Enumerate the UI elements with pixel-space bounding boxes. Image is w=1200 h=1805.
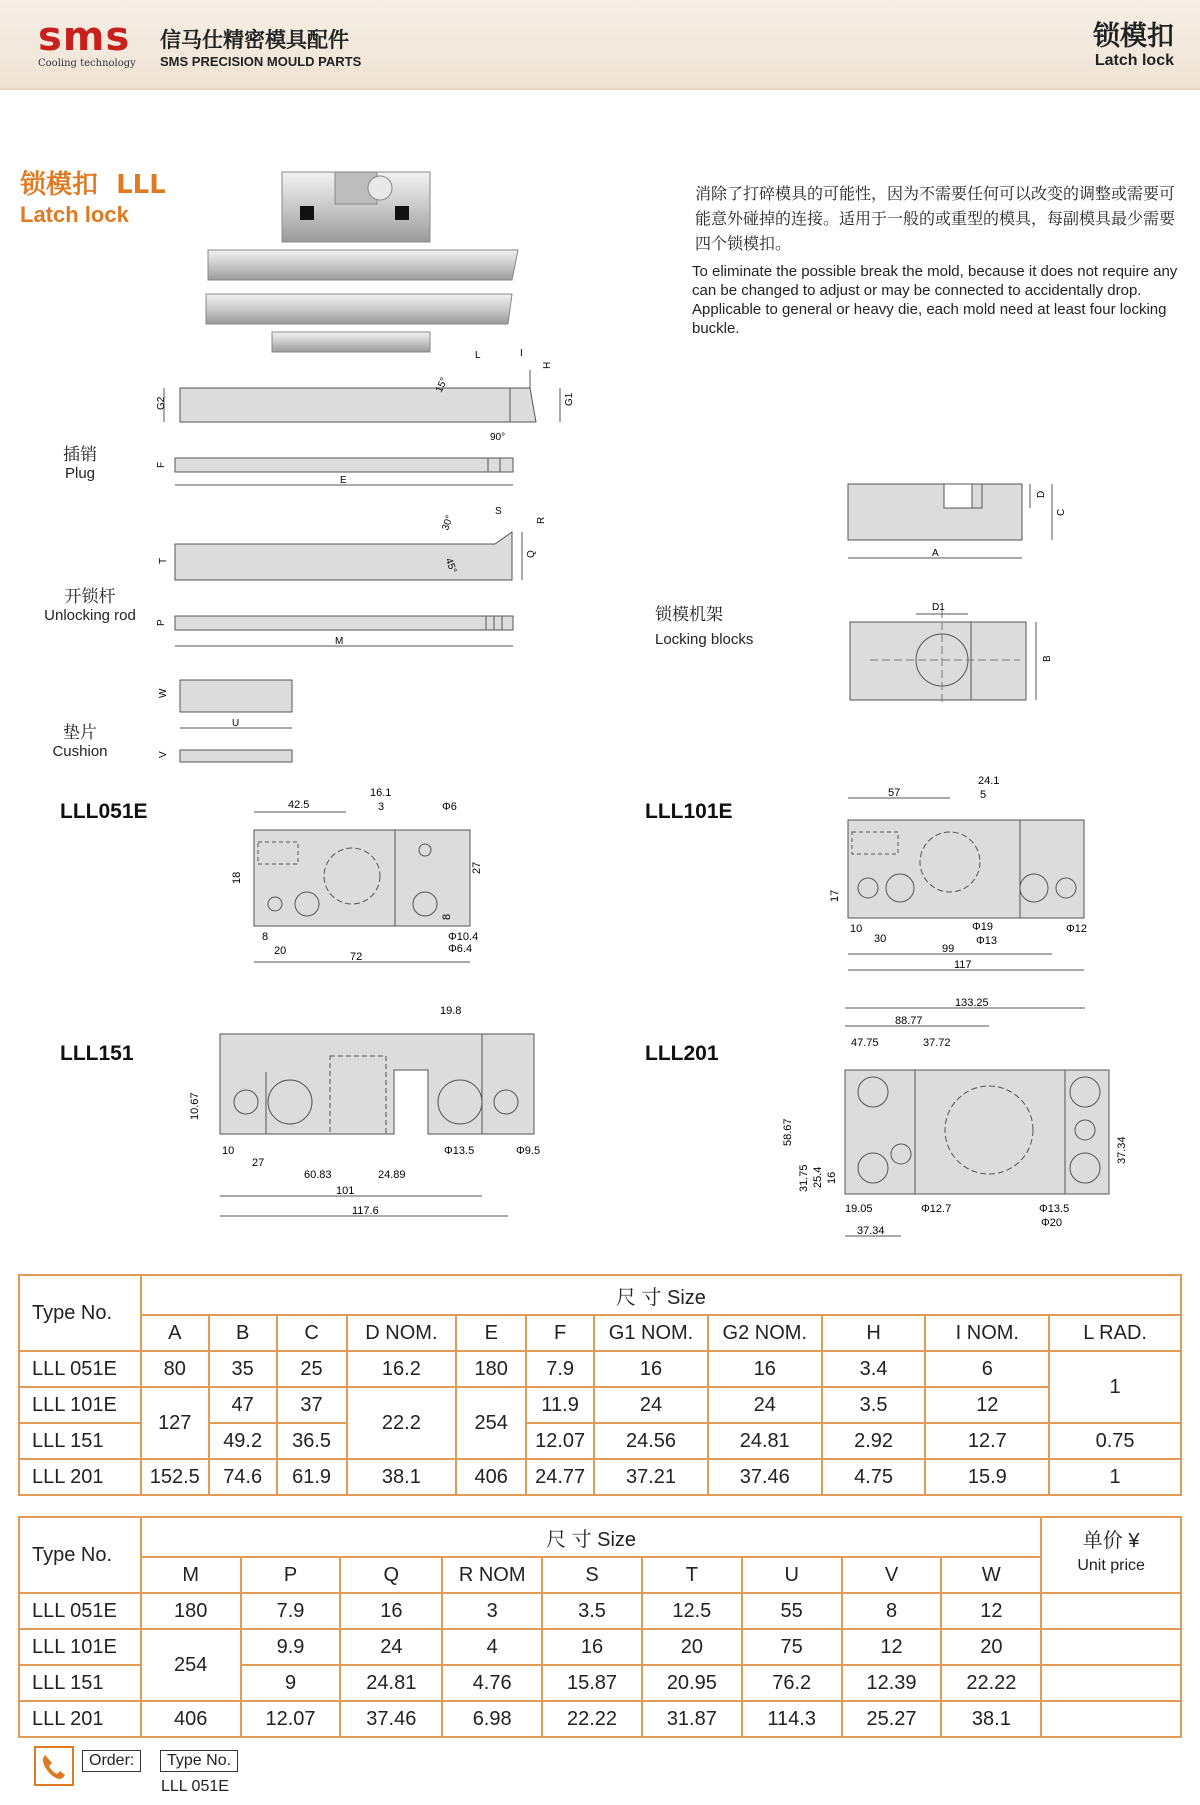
spec-table-2: [18, 1516, 1182, 1738]
table-cell: 406: [141, 1701, 241, 1737]
dim-label: 37.34: [857, 1225, 885, 1237]
unit-price-cn: 单价 ¥: [1082, 1530, 1140, 1552]
dim-label: 117: [954, 959, 972, 971]
dim-label: 27: [252, 1157, 265, 1169]
dim-label: E: [340, 475, 347, 486]
table-cell: 9.9: [241, 1629, 341, 1665]
locking-blocks-drawing: [840, 470, 1080, 720]
dim-label: 10: [222, 1145, 235, 1157]
company-name-en: SMS PRECISION MOULD PARTS: [160, 54, 362, 69]
table-cell: 75: [742, 1629, 842, 1665]
col-header: T: [642, 1557, 742, 1593]
table-cell: 12: [925, 1387, 1049, 1423]
dim-label: 30: [874, 933, 887, 945]
dim-label: 101: [336, 1185, 355, 1197]
table-cell: 16: [708, 1351, 822, 1387]
order-example: LLL 051E: [161, 1778, 229, 1795]
dim-label: 19.8: [440, 1005, 462, 1017]
table-cell: 2.92: [822, 1423, 926, 1459]
table-cell: 8: [842, 1593, 942, 1629]
dim-label: 133.25: [955, 997, 989, 1009]
table-cell: 180: [141, 1593, 241, 1629]
type-cell: LLL 051E: [19, 1593, 141, 1629]
dim-label: D: [1036, 490, 1047, 498]
dim-label: 57: [888, 787, 901, 799]
type-cell: LLL 201: [19, 1701, 141, 1737]
table-cell: 12: [842, 1629, 942, 1665]
price-cell: [1041, 1665, 1181, 1701]
table-cell: 20: [642, 1629, 742, 1665]
blocks-label-cn: 锁模机架: [655, 605, 723, 625]
dim-label: 19.05: [845, 1203, 873, 1215]
dim-label: T: [158, 557, 169, 564]
plug-drawing: [150, 340, 590, 490]
table-cell: 4.75: [822, 1459, 926, 1495]
dim-label: W: [158, 688, 169, 698]
blocks-label-en: Locking blocks: [655, 631, 754, 648]
table-cell: 3.4: [822, 1351, 926, 1387]
rod-label-en: Unlocking rod: [44, 607, 136, 624]
dim-label: Φ6.4: [448, 943, 473, 955]
size-header: 尺 寸 Size: [141, 1517, 1041, 1557]
table-cell: 6.98: [442, 1701, 542, 1737]
col-header: G1 NOM.: [594, 1315, 708, 1351]
type-header: Type No.: [19, 1275, 141, 1351]
table-cell: 254: [141, 1629, 241, 1701]
table-cell: 12.39: [842, 1665, 942, 1701]
table-cell: 55: [742, 1593, 842, 1629]
description-en: To eliminate the possible break the mold, because it does not require any can be changed to adjust or may be connected to accidentally drop. Applicable to general or heavy die, each mold need at least four locking buckle.: [692, 263, 1178, 337]
table-cell: 22.2: [347, 1387, 457, 1459]
type-cell: LLL 101E: [19, 1387, 141, 1423]
dim-label: G1: [564, 392, 575, 406]
table-cell: 24: [594, 1387, 708, 1423]
dim-label: 31.75: [798, 1164, 810, 1192]
unit-price-en: Unit price: [1077, 1557, 1145, 1574]
col-header: R NOM: [442, 1557, 542, 1593]
dim-label: Φ12: [1066, 923, 1088, 935]
table-cell: 4.76: [442, 1665, 542, 1701]
table-cell: 16.2: [347, 1351, 457, 1387]
dim-label: 37.34: [1116, 1136, 1128, 1164]
dim-label: Φ19: [972, 921, 994, 933]
plug-label-cn: 插销: [63, 445, 97, 465]
plug-label-en: Plug: [64, 465, 96, 482]
spec-table-1: [18, 1274, 1182, 1496]
dim-label: Q: [526, 550, 537, 558]
dim-label: 16: [826, 1171, 838, 1184]
dim-label: H: [542, 361, 553, 369]
dim-label: 88.77: [895, 1015, 923, 1027]
col-header: S: [542, 1557, 642, 1593]
col-header: H: [822, 1315, 926, 1351]
dim-label: 20: [274, 945, 287, 957]
dim-label: S: [495, 506, 502, 517]
col-header: A: [141, 1315, 209, 1351]
dim-label: V: [158, 751, 169, 758]
dim-label: 58.67: [782, 1118, 794, 1146]
table-cell: 114.3: [742, 1701, 842, 1737]
table-cell: 22.22: [941, 1665, 1041, 1701]
table-cell: 15.87: [542, 1665, 642, 1701]
table-cell: 24: [708, 1387, 822, 1423]
table-row: [19, 1593, 1181, 1629]
col-header: L RAD.: [1049, 1315, 1181, 1351]
description-cn: 消除了打碎模具的可能性，因为不需要任何可以改变的调整或需要可能意外碰掉的连接。适用于一般的或重型的模具，每副模具最少需要四个锁模扣。: [695, 184, 1176, 253]
col-header: W: [941, 1557, 1041, 1593]
table-cell: 38.1: [347, 1459, 457, 1495]
table-cell: 406: [456, 1459, 526, 1495]
table-cell: 24.81: [708, 1423, 822, 1459]
dim-label: Φ10.4: [448, 931, 479, 943]
table-cell: 31.87: [642, 1701, 742, 1737]
dim-label: 90°: [490, 432, 506, 443]
dim-label: 8: [262, 931, 269, 943]
dim-label: Φ13.5: [1039, 1203, 1070, 1215]
table-cell: 24: [340, 1629, 442, 1665]
table-cell: 25.27: [842, 1701, 942, 1737]
dim-label: 5: [980, 789, 987, 801]
table-cell: 20.95: [642, 1665, 742, 1701]
dim-label: 8: [441, 913, 453, 920]
rod-label-cn: 开锁杆: [64, 587, 116, 607]
cushion-label-en: Cushion: [52, 743, 108, 760]
table-cell: 74.6: [209, 1459, 277, 1495]
dim-label: 27: [471, 861, 483, 874]
product-photo: [200, 166, 530, 356]
table-cell: 3.5: [542, 1593, 642, 1629]
col-header: E: [456, 1315, 526, 1351]
phone-icon: [34, 1746, 74, 1786]
dim-label: 117.6: [352, 1205, 379, 1217]
model-title-lll201: LLL201: [645, 1042, 719, 1065]
table-cell: 152.5: [141, 1459, 209, 1495]
dim-label: P: [156, 619, 167, 626]
dim-label: 3: [378, 801, 385, 813]
type-cell: LLL 101E: [19, 1629, 141, 1665]
table-cell: 1: [1049, 1351, 1181, 1423]
type-cell: LLL 151: [19, 1423, 141, 1459]
dim-label: 10.67: [189, 1092, 201, 1120]
type-cell: LLL 051E: [19, 1351, 141, 1387]
dim-label: 10: [850, 923, 863, 935]
col-header: C: [277, 1315, 347, 1351]
table-cell: 4: [442, 1629, 542, 1665]
table-cell: 7.9: [241, 1593, 341, 1629]
table-cell: 3.5: [822, 1387, 926, 1423]
col-header: I NOM.: [925, 1315, 1049, 1351]
dim-label: L: [475, 350, 481, 361]
table-row: [19, 1701, 1181, 1737]
table-cell: 12: [941, 1593, 1041, 1629]
dim-label: 30°: [440, 514, 456, 533]
table-cell: 37.46: [340, 1701, 442, 1737]
dim-label: G2: [156, 396, 167, 410]
price-cell: [1041, 1701, 1181, 1737]
price-cell: [1041, 1629, 1181, 1665]
col-header: V: [842, 1557, 942, 1593]
unlocking-rod-drawing: [150, 500, 590, 650]
price-cell: [1041, 1593, 1181, 1629]
dim-label: F: [156, 461, 167, 468]
dim-label: D1: [932, 602, 945, 613]
table-cell: 16: [340, 1593, 442, 1629]
dim-label: Φ9.5: [516, 1145, 541, 1157]
model-title-lll101e: LLL101E: [645, 800, 733, 823]
table-cell: 37.46: [708, 1459, 822, 1495]
table-cell: 37: [277, 1387, 347, 1423]
cushion-drawing: [150, 670, 310, 780]
order-label: Order:: [82, 1750, 141, 1772]
section-title-en: Latch lock: [20, 202, 129, 227]
table-cell: 12.7: [925, 1423, 1049, 1459]
table-cell: 80: [141, 1351, 209, 1387]
table-cell: 35: [209, 1351, 277, 1387]
table-row: [19, 1629, 1181, 1665]
table-cell: 37.21: [594, 1459, 708, 1495]
table-cell: 12.07: [526, 1423, 594, 1459]
logo-subtitle: Cooling technology: [38, 58, 136, 69]
table-cell: 180: [456, 1351, 526, 1387]
dim-label: A: [932, 548, 939, 559]
table-cell: 7.9: [526, 1351, 594, 1387]
table-cell: 9: [241, 1665, 341, 1701]
table-row: [19, 1387, 1181, 1423]
dim-label: C: [1056, 508, 1067, 516]
company-name-cn: 信马仕精密模具配件: [160, 28, 349, 52]
dim-label: 42.5: [288, 799, 310, 811]
table-cell: 11.9: [526, 1387, 594, 1423]
table-row: [19, 1459, 1181, 1495]
dim-label: 47.75: [851, 1037, 879, 1049]
dim-label: 18: [231, 871, 243, 884]
col-header: D NOM.: [347, 1315, 457, 1351]
table-cell: 16: [542, 1629, 642, 1665]
order-type-label: Type No.: [160, 1750, 238, 1772]
table-cell: 12.07: [241, 1701, 341, 1737]
table-cell: 1: [1049, 1459, 1181, 1495]
dim-label: B: [1042, 655, 1053, 662]
rod-label: [30, 582, 150, 624]
dim-label: M: [335, 636, 344, 647]
col-header: M: [141, 1557, 241, 1593]
model-title-lll151: LLL151: [60, 1042, 134, 1065]
type-cell: LLL 151: [19, 1665, 141, 1701]
dim-label: 37.72: [923, 1037, 951, 1049]
page-header: [0, 0, 1200, 90]
dim-label: Φ12.7: [921, 1203, 952, 1215]
table-cell: 0.75: [1049, 1423, 1181, 1459]
table-cell: 49.2: [209, 1423, 277, 1459]
dim-label: Φ13.5: [444, 1145, 475, 1157]
dim-label: 60.83: [304, 1169, 332, 1181]
table-cell: 6: [925, 1351, 1049, 1387]
plug-label: [40, 440, 120, 482]
table-cell: 127: [141, 1387, 209, 1459]
lll101e-drawing: [820, 776, 1120, 976]
dim-label: U: [232, 718, 240, 729]
col-header: Q: [340, 1557, 442, 1593]
col-header: P: [241, 1557, 341, 1593]
unit-price-header: [1041, 1517, 1181, 1593]
table-cell: 61.9: [277, 1459, 347, 1495]
model-title-lll051e: LLL051E: [60, 800, 148, 823]
table-cell: 38.1: [941, 1701, 1041, 1737]
lll201-drawing: [765, 996, 1145, 1246]
blocks-label: [655, 600, 805, 648]
dim-label: R: [536, 516, 547, 524]
dim-label: 25.4: [812, 1166, 824, 1188]
dim-label: 15°: [433, 376, 451, 395]
type-cell: LLL 201: [19, 1459, 141, 1495]
table-row: [19, 1351, 1181, 1387]
table-cell: 76.2: [742, 1665, 842, 1701]
dim-label: 16.1: [370, 787, 392, 799]
table-cell: 15.9: [925, 1459, 1049, 1495]
table-cell: 3: [442, 1593, 542, 1629]
table-cell: 25: [277, 1351, 347, 1387]
col-header: U: [742, 1557, 842, 1593]
cushion-label: [40, 718, 120, 760]
dim-label: 72: [350, 951, 363, 963]
table-cell: 24.56: [594, 1423, 708, 1459]
type-header: Type No.: [19, 1517, 141, 1593]
table-cell: 16: [594, 1351, 708, 1387]
dim-label: Φ13: [976, 935, 998, 947]
col-header: G2 NOM.: [708, 1315, 822, 1351]
page-title-en: Latch lock: [1094, 52, 1174, 69]
size-header: 尺 寸 Size: [141, 1275, 1181, 1315]
table-cell: 24.81: [340, 1665, 442, 1701]
lll051e-drawing: [210, 784, 510, 974]
table-cell: 22.22: [542, 1701, 642, 1737]
dim-label: 17: [829, 889, 841, 902]
page-title-cn: 锁模扣: [1093, 21, 1174, 52]
table-cell: 47: [209, 1387, 277, 1423]
table-cell: 24.77: [526, 1459, 594, 1495]
table-cell: 20: [941, 1629, 1041, 1665]
dim-label: 24.89: [378, 1169, 406, 1181]
dim-label: 24.1: [978, 776, 1000, 787]
company-logo: sms: [38, 14, 131, 60]
dim-label: 45°: [442, 556, 459, 575]
table-cell: 12.5: [642, 1593, 742, 1629]
dim-label: Φ6: [442, 801, 457, 813]
cushion-label-cn: 垫片: [63, 723, 97, 743]
col-header: F: [526, 1315, 594, 1351]
lll151-drawing: [170, 1000, 570, 1225]
dim-label: I: [520, 348, 523, 359]
table-cell: 254: [456, 1387, 526, 1459]
table-cell: 36.5: [277, 1423, 347, 1459]
section-title-cn: 锁模扣 LLL: [20, 170, 166, 200]
dim-label: Φ20: [1041, 1217, 1063, 1229]
col-header: B: [209, 1315, 277, 1351]
dim-label: 99: [942, 943, 955, 955]
